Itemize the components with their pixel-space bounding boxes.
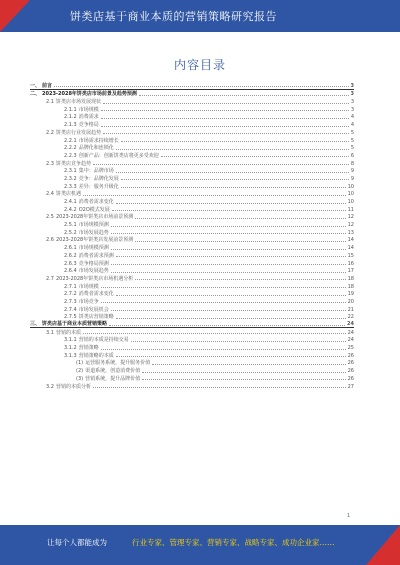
toc-entry-page: 3 [350,106,354,113]
toc-entry-label: 市场规模 [78,283,99,290]
toc-entry-label: 饼类店行业发展趋势 [55,129,101,136]
toc-entry-page: 10 [347,191,354,198]
toc-dot-leader [111,264,346,265]
toc-entry-page: 26 [347,360,354,367]
toc-dot-leader [116,149,349,150]
toc-dot-leader [139,95,349,96]
toc-entry[interactable] [30,113,354,121]
toc-entry-number: 2.7.2 [64,291,77,298]
toc-entry-page: 8 [350,160,354,167]
toc-entry-number: 2.1.2 [64,114,77,121]
toc-entry-label: 前言 [42,82,53,89]
toc-entry-page: 9 [350,175,354,182]
toc-dot-leader [111,226,346,227]
toc-dot-leader [101,302,346,303]
toc-entry[interactable] [30,136,354,144]
toc-entry-page: 4 [350,122,354,129]
toc-entry-label: 品牌化和连锁化 [78,145,114,152]
toc-entry[interactable] [30,197,354,205]
toc-dot-leader [109,325,345,326]
toc-entry-number: 2.3.2 [64,175,77,182]
toc-entry[interactable] [30,174,354,182]
toc-entry-number: 2.7.4 [64,306,77,313]
toc-entry-label: 市场发展趋势 [78,268,109,275]
toc-entry-label: 竞争：品牌化发展 [78,175,119,182]
toc-entry-label: 竞争格局预测 [78,260,109,267]
toc-entry-page: 15 [347,252,354,259]
toc-entry-number: 一、 [30,82,41,89]
toc-entry-page: 10 [347,199,354,205]
toc-entry-number: 2.4.1 [64,199,77,205]
toc-entry-number: 三、 [30,321,41,327]
toc-entry-page: 4 [350,114,354,121]
toc-entry-label: 运营服务系统，提升服务价值 [85,360,151,367]
toc-entry-label: 2023-2028年饼类店市场机遇分析 [55,275,134,282]
footer-red-corner [366,525,400,565]
toc-entry-number: (2) [76,368,84,375]
report-title: 饼类店基于商业本质的营销策略研究报告 [70,10,277,23]
page-header [0,0,400,32]
toc-dot-leader [116,203,346,204]
toc-entry-number: 2.6 [46,237,54,244]
page-footer [0,525,400,565]
toc-entry-label: 竞争格局 [78,122,99,129]
toc-entry-number: 2.1.1 [64,106,77,113]
toc-entry-label: 市场需求持续增长 [78,137,119,144]
toc-entry-number: 3.1.3 [64,352,77,359]
toc-dot-leader [116,318,346,319]
toc-entry-page: 12 [347,222,354,229]
toc-entry[interactable] [30,190,354,198]
toc-entry[interactable] [30,366,354,374]
toc-dot-leader [135,279,345,280]
toc-entry[interactable] [30,305,354,313]
toc-entry-page: 18 [347,283,354,290]
toc-entry[interactable] [30,382,354,390]
toc-entry-page: 14 [347,237,354,244]
toc-entry-number: 2.7.1 [64,283,77,290]
toc-entry[interactable] [30,228,354,236]
toc-entry-label: 差异：服务升级化 [78,183,119,190]
toc-dot-leader [101,110,349,111]
toc-entry-page: 11 [347,206,354,213]
toc-entry-number: 2.7.3 [64,298,77,305]
toc-entry-label: 消费者需求变化 [78,199,114,205]
toc-dot-leader [111,272,346,273]
toc-dot-leader [152,364,346,365]
toc-entry[interactable] [30,351,354,359]
toc-entry[interactable] [30,251,354,259]
toc-entry[interactable] [30,182,354,190]
toc-entry-number: 2.6.4 [64,268,77,275]
toc-entry-label: 集中：品牌市场 [78,168,114,175]
toc-entry-number: 3.1.2 [64,345,77,352]
toc-dot-leader [116,172,349,173]
toc-entry[interactable] [30,274,354,282]
toc-entry-label: 2023-2028年饼类店市场前景及趋势预测 [42,91,137,98]
toc-entry-page: 14 [347,245,354,252]
toc-entry-page: 26 [347,368,354,375]
toc-dot-leader [131,341,346,342]
toc-entry-page: 6 [350,152,354,159]
toc-entry[interactable] [30,359,354,367]
toc-dot-leader [111,233,346,234]
toc-entry-number: 2.3.1 [64,168,77,175]
toc-entry[interactable] [30,97,354,105]
toc-entry-number: 3.1 [46,329,54,336]
toc-entry-number: 3.2 [46,383,54,390]
footer-slogan: 让每个人都能成为 [47,538,107,547]
toc-heading: 内容目录 [173,58,226,72]
toc-entry-page: 5 [350,137,354,144]
toc-entry-label: 营销策略 [78,345,99,352]
toc-entry-page: 21 [347,306,354,313]
toc-entry-number: (1) [76,360,84,367]
toc-entry-page: 26 [347,375,354,382]
toc-entry[interactable] [30,220,354,228]
toc-dot-leader [116,356,346,357]
toc-dot-leader [116,295,346,296]
toc-entry-label: 营销策略的本质 [78,352,114,359]
toc-entry[interactable] [30,205,354,213]
toc-entry-number: 2.3.3 [64,183,77,190]
toc-entry-number: 2.7.5 [64,314,77,321]
toc-entry-label: 创新产品：创新饼类店将更多受欢迎 [78,152,159,159]
toc-entry-label: 市场竞争 [78,298,99,305]
toc-dot-leader [121,187,346,188]
toc-entry[interactable] [30,374,354,382]
toc-dot-leader [101,287,346,288]
toc-dot-leader [83,195,346,196]
toc-entry[interactable] [30,267,354,275]
toc-entry-label: 消费者需求变化 [78,291,114,298]
toc-entry-page: 3 [350,91,354,98]
toc-entry-page: 19 [347,291,354,298]
toc-entry-page: 5 [350,145,354,152]
toc-dot-leader [116,256,346,257]
toc-entry[interactable] [30,213,354,221]
toc-dot-leader [142,379,346,380]
toc-entry[interactable] [30,151,354,159]
toc-entry-label: 饼类店基于商业本质营销策略 [42,321,108,327]
toc-entry-page: 9 [350,168,354,175]
toc-entry-page: 22 [347,314,354,321]
toc-entry-number: 2.5.1 [64,222,77,229]
toc-entry-label: 2023-2028年饼类店市场前景预测 [55,214,134,221]
toc-entry[interactable] [30,297,354,305]
toc-entry-label: 市场发展趋势 [78,229,109,236]
toc-entry-label: 消费者需求预测 [78,252,114,259]
toc-dot-leader [101,349,346,350]
toc-dot-leader [112,210,346,211]
toc-entry-number: (3) [76,375,84,382]
toc-entry[interactable] [30,144,354,152]
toc-entry[interactable] [30,167,354,175]
toc-entry[interactable] [30,243,354,251]
toc-entry-page: 5 [350,129,354,136]
toc-dot-leader [135,241,345,242]
toc-entry-number: 2.6.2 [64,252,77,259]
toc-entry[interactable] [30,159,354,167]
toc-entry-number: 2.6.3 [64,260,77,267]
toc-entry-number: 2.5.2 [64,229,77,236]
toc-entry-page: 24 [347,321,354,327]
toc-entry-label: 2023-2028年饼类店发展前景预测 [55,237,134,244]
toc-entry-page: 3 [350,99,354,106]
toc-entry-page: 16 [347,260,354,267]
toc-entry-page: 20 [347,298,354,305]
toc-dot-leader [93,387,346,388]
table-of-contents [30,82,354,390]
toc-entry[interactable] [30,320,354,328]
toc-dot-leader [54,86,348,87]
toc-entry-number: 2.4.2 [64,206,77,213]
toc-entry-number: 2.4 [46,191,54,198]
toc-entry-number: 二、 [30,91,41,98]
toc-entry-page: 12 [347,214,354,221]
toc-entry[interactable] [30,82,354,90]
toc-entry-number: 2.3 [46,160,54,167]
toc-entry-label: 市场发展机会 [78,306,109,313]
toc-dot-leader [103,103,349,104]
toc-dot-leader [101,126,349,127]
toc-dot-leader [161,156,349,157]
toc-dot-leader [83,333,346,334]
toc-entry-number: 2.7 [46,275,54,282]
toc-entry-label: 营销系统，提升品牌价值 [85,375,141,382]
toc-entry-number: 2.1 [46,99,54,106]
toc-entry[interactable] [30,343,354,351]
toc-entry-page: 17 [347,268,354,275]
toc-entry[interactable] [30,120,354,128]
toc-entry[interactable] [30,290,354,298]
toc-entry-page: 13 [347,229,354,236]
toc-entry-page: 24 [347,337,354,344]
toc-entry[interactable] [30,336,354,344]
toc-entry-label: 市场规模预测 [78,222,109,229]
toc-dot-leader [93,164,349,165]
toc-entry-page: 24 [347,329,354,336]
toc-dot-leader [111,310,346,311]
toc-dot-leader [111,249,346,250]
toc-entry-number: 2.6.1 [64,245,77,252]
toc-entry-label: 渠道系统，创造消费价值 [85,368,141,375]
toc-entry-label: 消费需求 [78,114,99,121]
header-red-corner [0,0,30,32]
toc-entry-page: 27 [347,383,354,390]
toc-entry-label: O2O模式发展 [78,206,110,213]
toc-entry-label: 饼类店竞争趋势 [55,160,91,167]
toc-entry-number: 2.5 [46,214,54,221]
toc-entry-number: 2.1.3 [64,122,77,129]
toc-entry-number: 2.2.2 [64,145,77,152]
toc-dot-leader [135,218,345,219]
toc-dot-leader [103,133,349,134]
footer-slogan-roles: 行业专家、管理专家、营销专家、战略专家、成功企业家…… [132,538,335,547]
toc-entry[interactable] [30,90,354,98]
toc-entry-label: 市场规模 [78,106,99,113]
toc-entry[interactable] [30,105,354,113]
toc-entry-label: 饼类店机遇 [55,191,81,198]
toc-dot-leader [121,141,349,142]
toc-dot-leader [101,118,349,119]
toc-entry[interactable] [30,236,354,244]
page-number: 1 [347,513,351,519]
toc-entry-number: 3.1.1 [64,337,77,344]
toc-entry-label: 营销的本质分析 [55,383,91,390]
toc-entry-label: 饼类店营销策略 [78,314,114,321]
toc-entry-page: 26 [347,352,354,359]
toc-entry-label: 营销的本质 [55,329,81,336]
toc-entry[interactable] [30,128,354,136]
toc-dot-leader [142,372,346,373]
toc-entry[interactable] [30,313,354,321]
toc-entry-label: 市场规模预测 [78,245,109,252]
toc-entry-page: 3 [350,82,354,89]
toc-entry-number: 2.2.3 [64,152,77,159]
toc-entry[interactable] [30,282,354,290]
toc-entry-label: 饼类店市场发展现状 [55,99,101,106]
toc-entry-label: 营销的本质是持续交易 [78,337,129,344]
toc-entry-page: 25 [347,345,354,352]
toc-entry-page: 10 [347,183,354,190]
toc-entry-number: 2.2.1 [64,137,77,144]
toc-entry[interactable] [30,328,354,336]
toc-dot-leader [121,179,349,180]
toc-entry[interactable] [30,259,354,267]
toc-entry-number: 2.2 [46,129,54,136]
toc-entry-page: 18 [347,275,354,282]
